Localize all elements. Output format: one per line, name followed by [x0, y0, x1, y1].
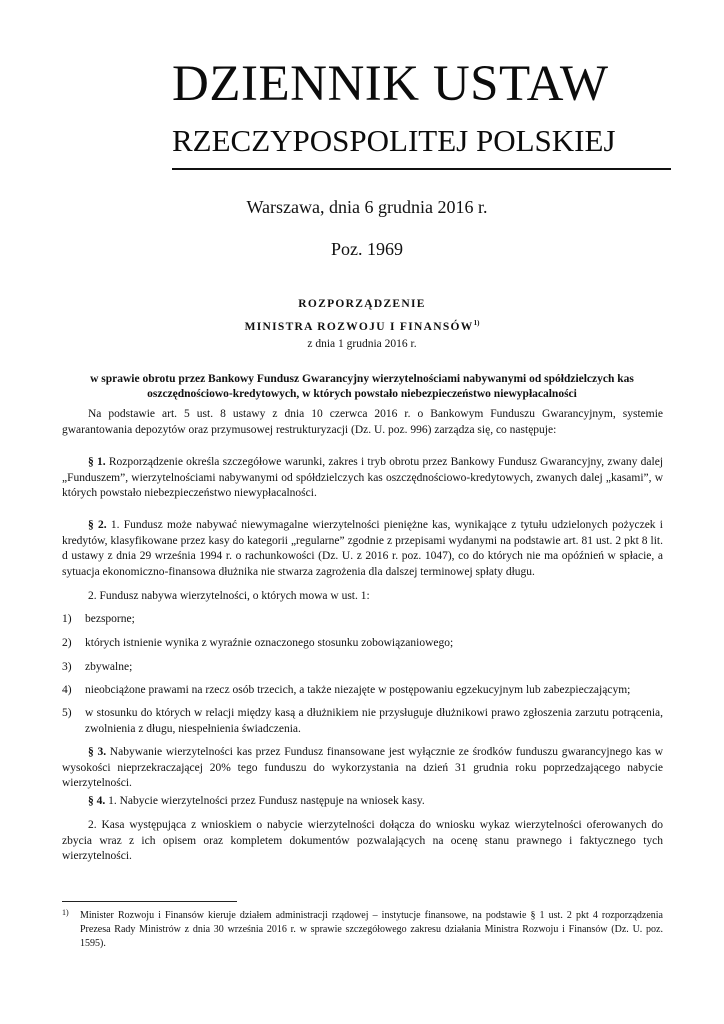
- act-issuer-text: MINISTRA ROZWOJU I FINANSÓW: [244, 320, 474, 333]
- list-number: 1): [62, 613, 72, 625]
- list-text: których istnienie wynika z wyraźnie oznaczonego stosunku zobowiązaniowego;: [85, 637, 454, 649]
- footnote-reference[interactable]: 1): [473, 319, 480, 327]
- journal-subtitle: RZECZYPOSPOLITEJ POLSKIEJ: [172, 123, 616, 158]
- section-3-label: § 3.: [88, 746, 107, 758]
- section-1: [62, 455, 663, 502]
- act-date: z dnia 1 grudnia 2016 r.: [307, 338, 417, 350]
- section-4-paragraph-1: [62, 794, 663, 810]
- preamble: [62, 407, 663, 438]
- footnote-text: Minister Rozwoju i Finansów kieruje działem administracji rządowej – instytucje finansowe, na podstawie § 1 ust. 2 pkt 4 rozporządzenia Prezesa Rady Ministrów z dnia 30 września 2016 r. w sprawie szczegółowego zakresu działania Ministra Rozwoju i Finansów (Dz. U. poz. 1595).: [80, 910, 663, 949]
- section-2-label: § 2.: [88, 519, 107, 531]
- act-type: ROZPORZĄDZENIE: [298, 298, 426, 310]
- list-number: 3): [62, 661, 72, 673]
- place-date: Warszawa, dnia 6 grudnia 2016 r.: [246, 197, 488, 217]
- section-4-p2-text: 2. Kasa występująca z wnioskiem o nabycie wierzytelności dołącza do wniosku wykaz wierzytelności oferowanych do zbycia wraz z ich opisem oraz kompletem dokumentów pozwalających na ocenę stanu prawnego i faktycznego tych wierzytelności.: [62, 819, 663, 862]
- section-3: [62, 745, 663, 792]
- section-2-paragraph-1: [62, 518, 663, 580]
- list-text: w stosunku do których w relacji między kasą a dłużnikiem nie przysługuje dłużnikowi prawo zgłoszenia zarzutu potrącenia, zwolnienia z długu, niespełnienia świadczenia.: [85, 707, 663, 735]
- footnote-divider: [62, 901, 237, 902]
- section-2-p2-text: 2. Fundusz nabywa wierzytelności, o których mowa w ust. 1:: [88, 590, 370, 602]
- section-4-label: § 4.: [88, 795, 106, 807]
- section-1-text: Rozporządzenie określa szczegółowe warunki, zakres i tryb obrotu przez Bankowy Fundusz Gwarancyjny, zwany dalej „Funduszem”, wierzytelnościami nabywanymi od spółdzielczych kas oszczędnościowo-kredytowych, zwanych dalej „kasami”, w których powstało niebezpieczeństwo niewypłacalności.: [62, 456, 664, 499]
- list-text: zbywalne;: [85, 661, 133, 673]
- section-2-p1-text: 1. Fundusz może nabywać niewymagalne wierzytelności pieniężne kas, wynikające z tytułu udzielonych pożyczek i kredytów, klasyfikowane przez kasy do kategorii „regularne” zgodnie z przepisami wydanymi na podstawie art. 81 ust. 2 pkt 8 lit. d ustawy z dnia 29 września 1994 r. o rachunkowości (Dz. U. z 2016 r. poz. 1047), co do których nie ma opóźnień w spłacie, a sytuacja ekonomiczno-finansowa dłużnika nie stwarza zagrożenia dla dalszej terminowej spłaty długu.: [62, 519, 663, 578]
- footnote-marker: 1): [62, 908, 69, 917]
- section-4-p1-text: 1. Nabycie wierzytelności przez Fundusz następuje na wniosek kasy.: [108, 795, 425, 807]
- position-number: Poz. 1969: [331, 239, 403, 259]
- act-subject: w sprawie obrotu przez Bankowy Fundusz Gwarancyjny wierzytelnościami nabywanymi od spółdzielczych kas oszczędnościowo-kredytowych, w których powstało niebezpieczeństwo niewypłacalności: [90, 373, 634, 400]
- section-1-label: § 1.: [88, 456, 106, 468]
- list-number: 4): [62, 684, 72, 696]
- list-number: 5): [62, 707, 72, 719]
- act-issuer: [0, 316, 724, 334]
- list-text: nieobciążone prawami na rzecz osób trzecich, a także niezajęte w postępowaniu egzekucyjnym lub zabezpieczającym;: [85, 684, 631, 696]
- section-4-paragraph-2: [62, 818, 663, 865]
- header-divider: [172, 168, 671, 170]
- preamble-text: Na podstawie art. 5 ust. 8 ustawy z dnia 10 czerwca 2016 r. o Bankowym Funduszu Gwarancyjnym, systemie gwarantowania depozytów oraz przymusowej restrukturyzacji (Dz. U. poz. 996) zarządza się, co następuje:: [62, 408, 663, 436]
- journal-title: DZIENNIK USTAW: [172, 56, 609, 112]
- list-text: bezsporne;: [85, 613, 135, 625]
- section-2-paragraph-2: [62, 589, 663, 605]
- list-number: 2): [62, 637, 72, 649]
- section-3-text: Nabywanie wierzytelności kas przez Fundusz finansowane jest wyłącznie ze środków funduszu gwarancyjnego kas w wysokości nieprzekraczającej 20% tego funduszu do wykorzystania na dzień 31 grudnia roku poprzedzającego nabycie wierzytelności.: [62, 746, 664, 789]
